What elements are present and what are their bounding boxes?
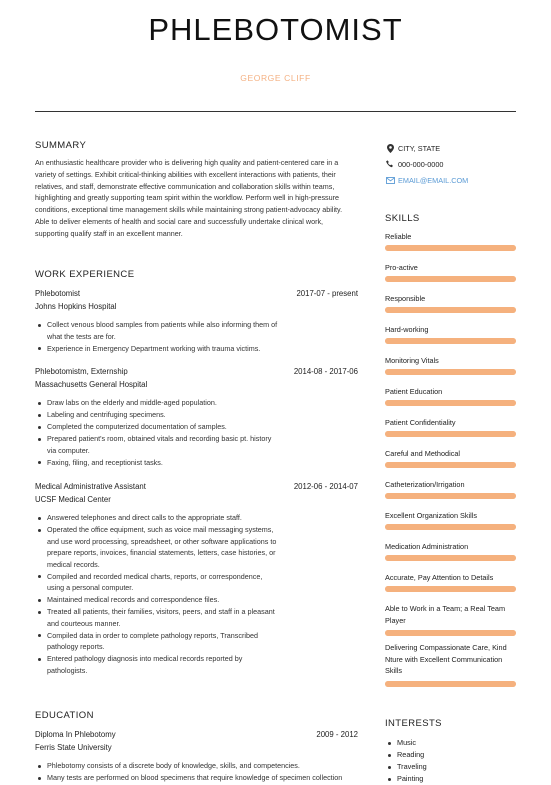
skill-level-bar bbox=[385, 431, 516, 437]
skill-level-bar bbox=[385, 681, 516, 687]
phone-icon bbox=[385, 160, 395, 168]
job-entry bbox=[35, 289, 358, 355]
skill-level-bar bbox=[385, 555, 516, 561]
skill-item bbox=[385, 355, 516, 367]
job-entry bbox=[35, 482, 358, 677]
skill-label: Pro-active bbox=[385, 263, 418, 272]
location-text: CITY, STATE bbox=[398, 143, 441, 153]
skill-level-fill bbox=[385, 630, 516, 636]
job-title: Phlebotomist bbox=[35, 289, 81, 298]
list-item: Prepared patient's room, obtained vitals and recording basic pt. history via computer. bbox=[47, 433, 279, 456]
skill-level-fill bbox=[385, 276, 516, 282]
list-item: Music bbox=[397, 737, 516, 749]
skill-level-bar bbox=[385, 245, 516, 251]
skill-level-bar bbox=[385, 369, 516, 375]
skill-item bbox=[385, 541, 516, 553]
skill-item bbox=[385, 386, 516, 398]
list-item: Labeling and centrifuging specimens. bbox=[47, 409, 279, 421]
skill-label: Responsible bbox=[385, 294, 426, 303]
skill-item bbox=[385, 448, 516, 460]
degree-title: Diploma In Phlebotomy bbox=[35, 730, 116, 739]
list-item: Phlebotomy consists of a discrete body of knowledge, skills, and competencies. bbox=[47, 760, 347, 772]
skill-level-bar bbox=[385, 276, 516, 282]
skill-level-fill bbox=[385, 338, 516, 344]
skill-item bbox=[385, 324, 516, 336]
skill-label: Patient Confidentiality bbox=[385, 418, 456, 427]
list-item: Reading bbox=[397, 749, 516, 761]
skill-item bbox=[385, 510, 516, 522]
skill-level-fill bbox=[385, 369, 516, 375]
skill-level-bar bbox=[385, 307, 516, 313]
skill-label: Hard-working bbox=[385, 325, 429, 334]
summary-text: An enthusiastic healthcare provider who is delivering high quality and patient-centered care in a variety of settings. Exhibit critical-thinking abilities with excellent interactions with patients, their relatives, and staff, demonstrate effective communication and collaboration skills within teams, highlighting and greatly supporting team spirit within the workflow. Perform well in high-pressure conditions, exceptional time management skills while maintaining strong patient-advocacy ability. Able to deliver elements of health and social care and successfully undertake clinical work, supporting qualify staff in an excellent manner. bbox=[35, 158, 343, 238]
list-item: Collect venous blood samples from patients while also informing them of what the tests are for. bbox=[47, 320, 278, 341]
skill-label: Careful and Methodical bbox=[385, 449, 461, 458]
list-item: Draw labs on the elderly and middle-aged population. bbox=[47, 397, 279, 409]
list-item: Faxing, filing, and receptionist tasks. bbox=[47, 457, 279, 469]
skill-label: Medication Administration bbox=[385, 542, 469, 551]
list-item: Painting bbox=[397, 773, 516, 785]
skill-level-bar bbox=[385, 462, 516, 468]
skill-level-fill bbox=[385, 431, 516, 437]
job-dates: 2014-08 - 2017-06 bbox=[293, 367, 358, 376]
skill-level-bar bbox=[385, 630, 516, 636]
job-bullets bbox=[35, 512, 358, 676]
skill-item bbox=[385, 293, 516, 305]
skills-heading: SKILLS bbox=[385, 213, 420, 224]
skill-level-bar bbox=[385, 586, 516, 592]
list-item: Compiled and recorded medical charts, reports, or correspondence, using a personal computer. bbox=[47, 571, 279, 594]
education-dates: 2009 - 2012 bbox=[316, 730, 358, 739]
skill-item bbox=[385, 642, 516, 677]
skill-label: Catheterization/Irrigation bbox=[385, 480, 465, 489]
list-item: Many tests are performed on blood specimens that require knowledge of specimen collection bbox=[47, 772, 377, 784]
list-item: Traveling bbox=[397, 761, 516, 773]
list-item: Operated the office equipment, such as voice mail messaging systems, and use word processing, spreadsheet, or other software applications to prepare reports, invoices, financial statements, letters, case histories, or medical records. bbox=[47, 524, 279, 570]
skill-level-bar bbox=[385, 524, 516, 530]
skill-label: Patient Education bbox=[385, 387, 443, 396]
right-column bbox=[385, 140, 516, 783]
skill-label: Excellent Organization Skills bbox=[385, 511, 478, 520]
education-heading: EDUCATION bbox=[35, 710, 94, 721]
skill-level-fill bbox=[385, 462, 516, 468]
summary-heading: SUMMARY bbox=[35, 140, 87, 151]
phone-text: 000-000-0000 bbox=[398, 159, 444, 169]
list-item: Answered telephones and direct calls to the appropriate staff. bbox=[47, 512, 279, 524]
job-title: Phlebotomistm, Externship bbox=[35, 367, 128, 376]
skill-level-bar bbox=[385, 400, 516, 406]
job-title: Medical Administrative Assistant bbox=[35, 482, 146, 491]
skill-level-fill bbox=[385, 586, 516, 592]
skill-level-fill bbox=[385, 681, 516, 687]
skill-item bbox=[385, 417, 516, 429]
education-section bbox=[35, 710, 358, 784]
interests-list bbox=[385, 737, 516, 785]
job-organization: Massachusetts General Hospital bbox=[35, 380, 148, 389]
skill-level-fill bbox=[385, 400, 516, 406]
list-item: Experience in Emergency Department working with trauma victims. bbox=[47, 343, 279, 355]
list-item: Maintained medical records and correspondence files. bbox=[47, 594, 279, 606]
skill-item bbox=[385, 603, 516, 626]
job-bullets bbox=[35, 397, 358, 468]
experience-section bbox=[35, 269, 134, 280]
skill-label: Accurate, Pay Attention to Details bbox=[385, 573, 494, 582]
interests-heading: INTERESTS bbox=[385, 718, 442, 729]
skill-level-fill bbox=[385, 493, 516, 499]
envelope-icon bbox=[385, 177, 395, 184]
education-bullets bbox=[35, 760, 358, 784]
skill-level-bar bbox=[385, 493, 516, 499]
skill-level-fill bbox=[385, 307, 516, 313]
skill-item bbox=[385, 262, 516, 274]
skill-label: Monitoring Vitals bbox=[385, 356, 439, 365]
skill-level-fill bbox=[385, 555, 516, 561]
job-dates: 2017-07 - present bbox=[296, 289, 358, 298]
skill-level-fill bbox=[385, 245, 516, 251]
summary-section bbox=[35, 140, 358, 240]
experience-heading: WORK EXPERIENCE bbox=[35, 269, 135, 280]
interests-section bbox=[385, 718, 516, 785]
skill-item bbox=[385, 231, 516, 243]
skill-level-bar bbox=[385, 338, 516, 344]
list-item: Entered pathology diagnosis into medical records reported by pathologists. bbox=[47, 653, 279, 676]
list-item: Completed the computerized documentation of samples. bbox=[47, 421, 279, 433]
job-dates: 2012-06 - 2014-07 bbox=[293, 482, 358, 491]
contact-phone bbox=[385, 156, 516, 172]
skill-item bbox=[385, 572, 516, 584]
contact-info bbox=[385, 140, 516, 188]
list-item: Treated all patients, their families, visitors, peers, and staff in a pleasant and courteous manner. bbox=[47, 606, 279, 629]
resume-title: PHLEBOTOMIST bbox=[148, 12, 403, 47]
job-organization: UCSF Medical Center bbox=[35, 495, 111, 504]
school-name: Ferris State University bbox=[35, 743, 112, 752]
applicant-name: GEORGE CLIFF bbox=[240, 73, 311, 83]
job-bullets bbox=[35, 319, 358, 354]
skill-level-fill bbox=[385, 524, 516, 530]
resume-header bbox=[0, 0, 551, 112]
header-divider bbox=[35, 111, 516, 112]
contact-location bbox=[385, 140, 516, 156]
skill-item bbox=[385, 479, 516, 491]
job-entry bbox=[35, 367, 358, 469]
contact-email[interactable] bbox=[385, 172, 516, 188]
skill-label: Delivering Compassionate Care, Kind Nture with Excellent Communication Skills bbox=[385, 643, 507, 675]
list-item: Compiled data in order to complete pathology reports, Transcribed pathology reports. bbox=[47, 630, 279, 653]
skill-label: Able to Work in a Team; a Real Team Player bbox=[385, 604, 506, 625]
email-link[interactable]: EMAIL@EMAIL.COM bbox=[398, 175, 469, 185]
job-organization: Johns Hopkins Hospital bbox=[35, 302, 117, 311]
skill-label: Reliable bbox=[385, 232, 412, 241]
map-pin-icon bbox=[385, 144, 395, 153]
